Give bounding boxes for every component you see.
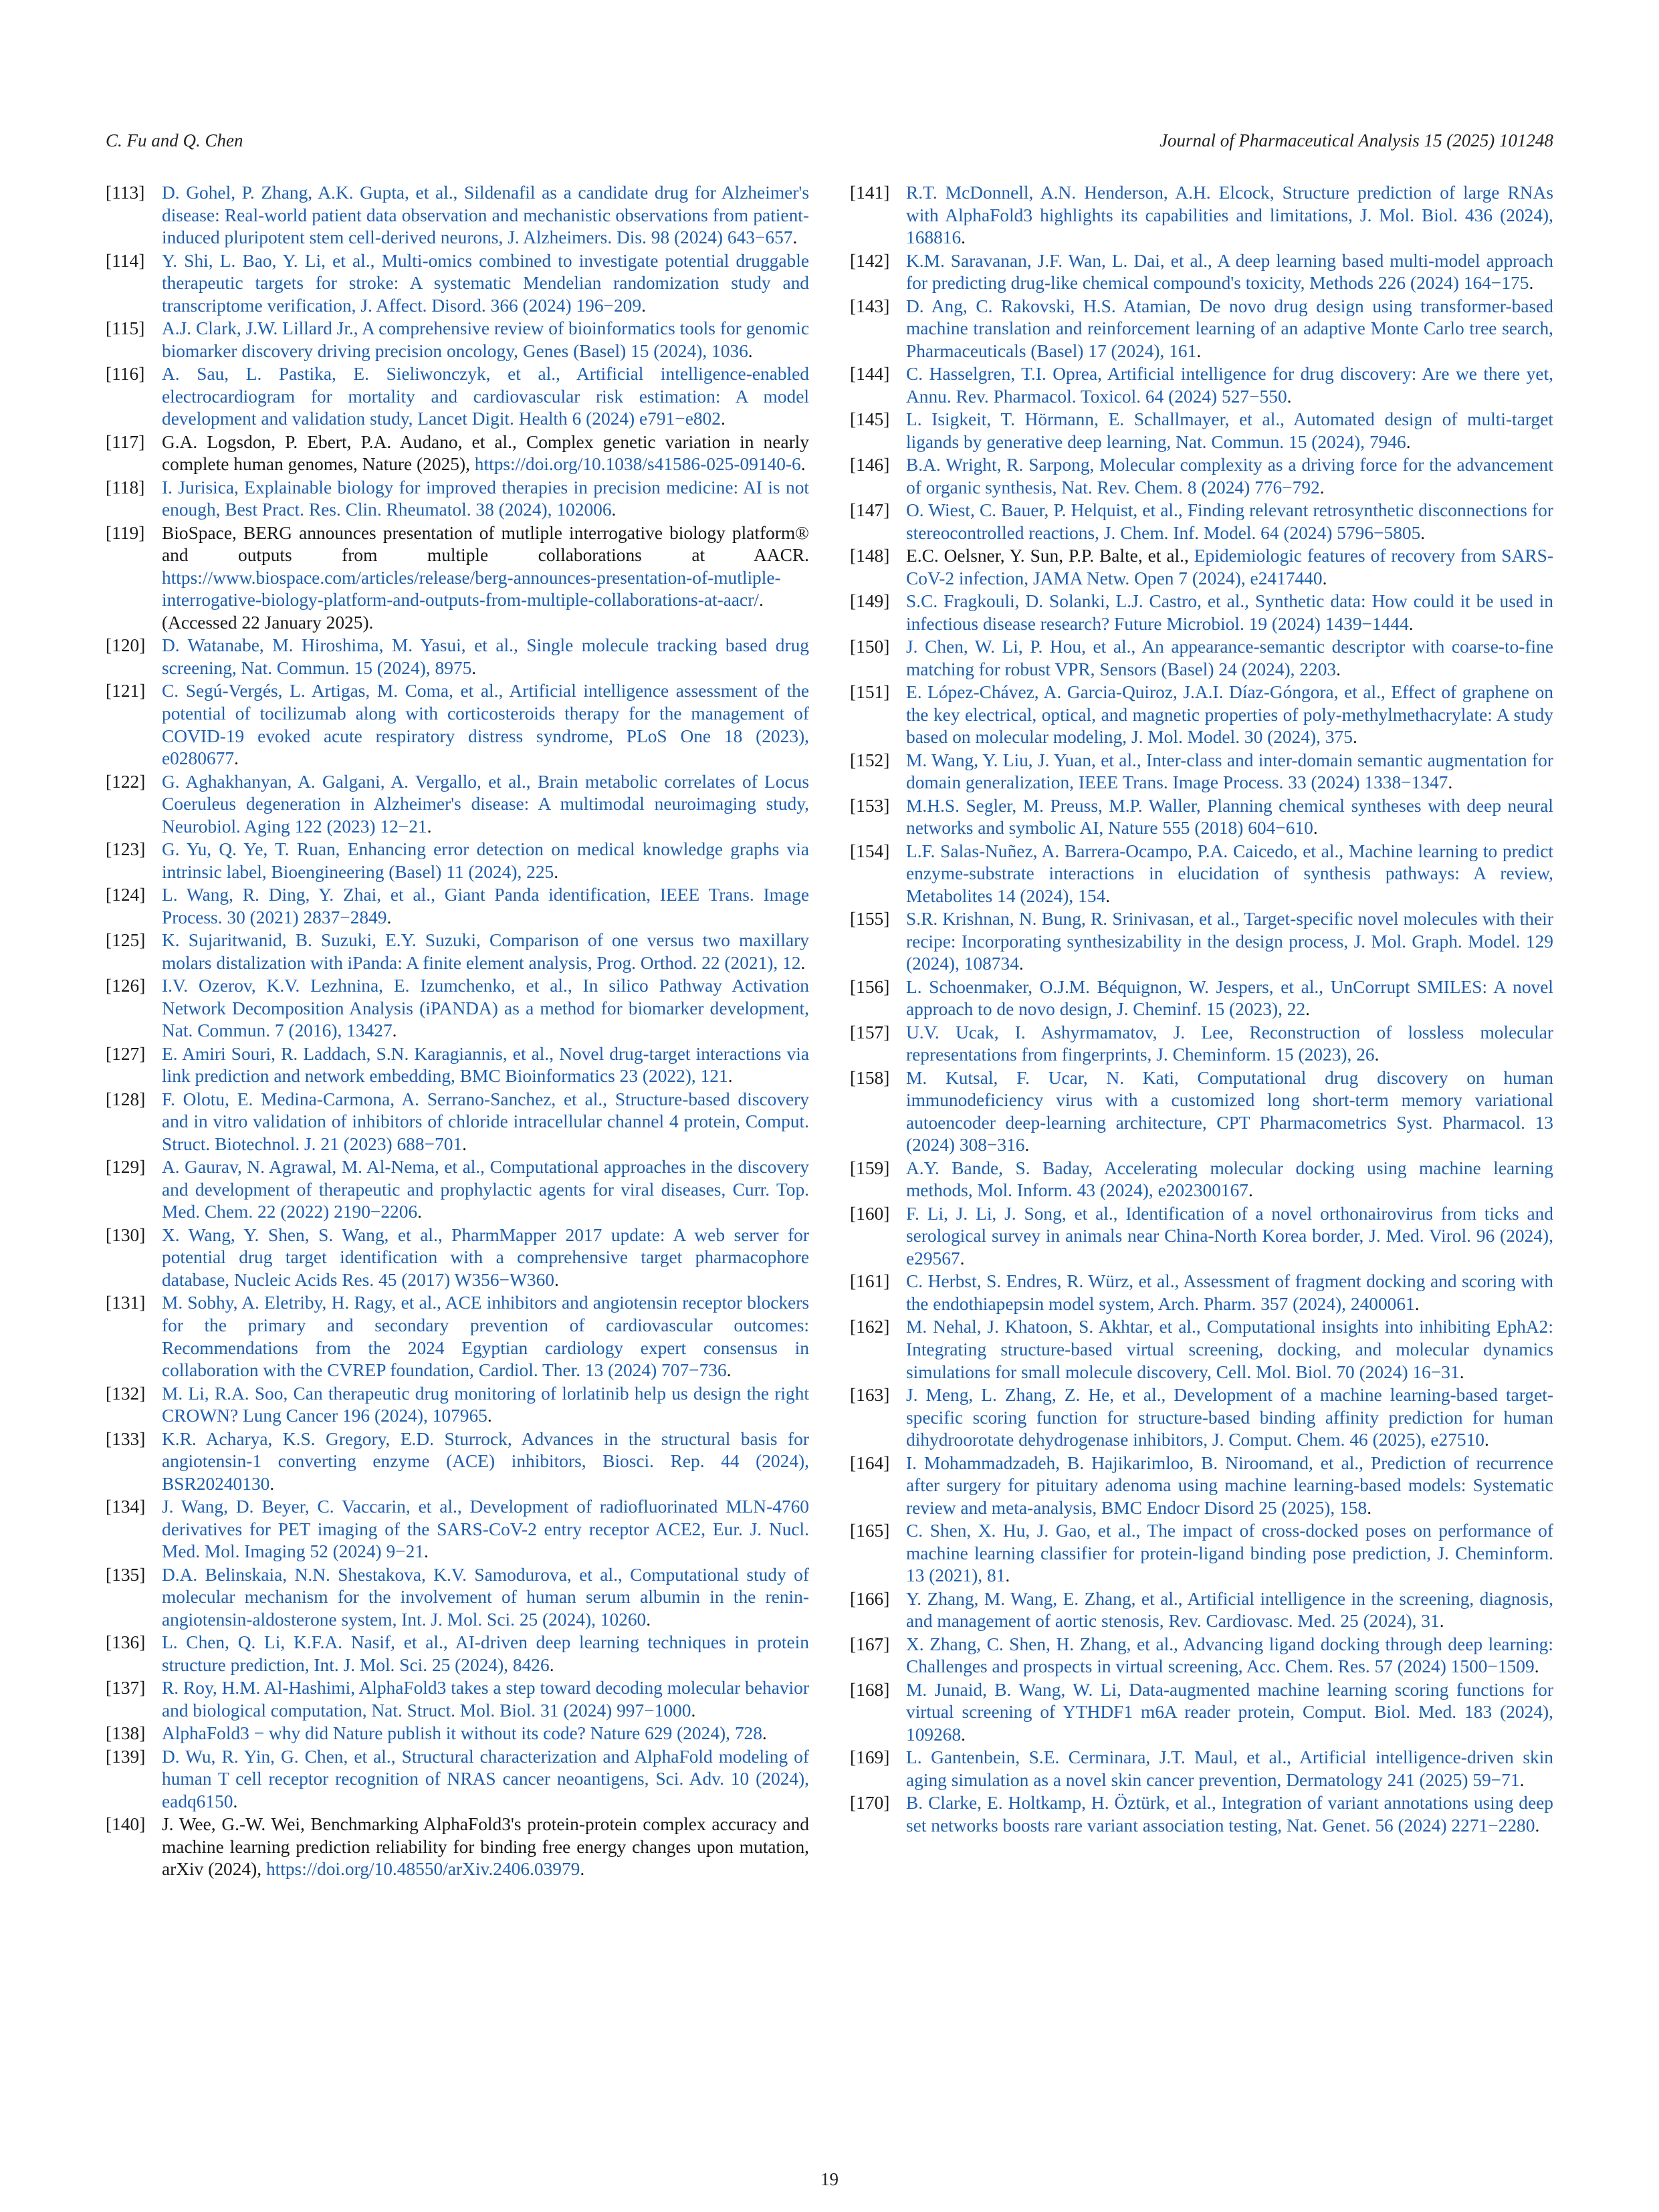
reference-link[interactable]: A.Y. Bande, S. Baday, Accelerating molecular docking using machine learning methods, Mol. Inform. 43 (2024), e202300167: [906, 1157, 1553, 1201]
reference-link[interactable]: X. Wang, Y. Shen, S. Wang, et al., PharmMapper 2017 update: A web server for potential drug target identification with a comprehensive target pharmacophore database, Nucleic Acids Res. 45 (2017) W356−W360: [162, 1224, 809, 1291]
reference-link[interactable]: https://doi.org/10.1038/s41586-025-09140-6: [474, 454, 801, 475]
reference-number: [119]: [106, 522, 145, 543]
reference-link[interactable]: L. Gantenbein, S.E. Cerminara, J.T. Maul, et al., Artificial intelligence-driven skin aging simulation as a novel skin cancer prevention, Dermatology 241 (2025) 59−71: [906, 1747, 1553, 1790]
reference-number: [125]: [106, 930, 146, 951]
reference-item: [850, 1452, 1553, 1520]
reference-number: [127]: [106, 1043, 146, 1064]
reference-tail: .: [1319, 477, 1325, 497]
reference-number: [151]: [850, 682, 890, 703]
reference-item: [850, 545, 1553, 590]
reference-number: [167]: [850, 1634, 890, 1654]
reference-tail: .: [417, 1202, 423, 1222]
reference-tail: .: [1287, 386, 1292, 407]
reference-item: [850, 1747, 1553, 1791]
reference-item: [850, 182, 1553, 249]
reference-tail: .: [1305, 999, 1311, 1020]
reference-text: BioSpace, BERG announces presentation of mutliple interrogative biology platform® and outputs from multiple collaborations at AACR.: [162, 522, 809, 566]
reference-item: [106, 1224, 809, 1292]
reference-tail: .: [1519, 1769, 1525, 1790]
reference-item: [850, 409, 1553, 453]
reference-item: [106, 1632, 809, 1676]
reference-link[interactable]: Y. Shi, L. Bao, Y. Li, et al., Multi-omics combined to investigate potential druggable therapeutic targets for stroke: A systematic Mendelian randomization study and transcriptome verification, J. Affect. Disord. 366 (2024) 196−209: [162, 250, 809, 316]
reference-item: [106, 635, 809, 679]
reference-item: [850, 1157, 1553, 1202]
reference-link[interactable]: F. Li, J. Li, J. Song, et al., Identification of a novel orthonairovirus from ticks and serological survey in animals near China-North Korea border, J. Med. Virol. 96 (2024), e29567: [906, 1203, 1553, 1269]
page-number: 19: [820, 2169, 839, 2189]
reference-tail: .: [487, 1406, 492, 1426]
reference-tail: .: [1414, 1294, 1420, 1315]
reference-link[interactable]: S.R. Krishnan, N. Bung, R. Srinivasan, et al., Target-specific novel molecules with their recipe: Incorporating synthesizability in the design process, J. Mol. Graph. Model. 129 (2024), 108734: [906, 909, 1553, 974]
running-header-authors: C. Fu and Q. Chen: [106, 130, 243, 150]
reference-link[interactable]: D. Ang, C. Rakovski, H.S. Atamian, De novo drug design using transformer-based machine translation and reinforcement learning of an adaptive Monte Carlo tree search, Pharmaceuticals (Basel) 17 (2024), 161: [906, 296, 1553, 361]
reference-item: [106, 318, 809, 362]
reference-item: [850, 250, 1553, 295]
reference-tail: .: [720, 409, 726, 429]
reference-number: [139]: [106, 1746, 146, 1767]
reference-number: [138]: [106, 1723, 146, 1744]
reference-tail: .: [691, 1700, 696, 1721]
reference-number: [157]: [850, 1022, 890, 1042]
reference-number: [160]: [850, 1203, 890, 1224]
reference-link[interactable]: G. Yu, Q. Ye, T. Ruan, Enhancing error detection on medical knowledge graphs via intrinsic label, Bioengineering (Basel) 11 (2024), 225: [162, 839, 809, 882]
reference-link[interactable]: C. Herbst, S. Endres, R. Würz, et al., Assessment of fragment docking and scoring with the endothiapepsin model system, Arch. Pharm. 357 (2024), 2400061: [906, 1271, 1553, 1315]
reference-link[interactable]: M. Sobhy, A. Eletriby, H. Ragy, et al., ACE inhibitors and angiotensin receptor blockers for the primary and secondary prevention of cardiovascular outcomes: Recommendations from the 2024 Egyptian cardiology expert consensus in collaboration with the CVREP foundation, Cardiol. Ther. 13 (2024) 707−736: [162, 1293, 809, 1381]
reference-item: [106, 1813, 809, 1881]
reference-tail: .: [748, 340, 753, 361]
reference-item: [850, 976, 1553, 1021]
reference-number: [148]: [850, 546, 890, 566]
reference-tail: .: [1535, 1815, 1540, 1836]
reference-item: [850, 1022, 1553, 1067]
reference-number: [155]: [850, 909, 890, 929]
reference-link[interactable]: G. Aghakhanyan, A. Galgani, A. Vergallo, et al., Brain metabolic correlates of Locus Coeruleus degeneration in Alzheimer's disease: A multimodal neuroimaging study, Neurobiol. Aging 122 (2023) 12−21: [162, 771, 809, 837]
reference-number: [163]: [850, 1385, 890, 1405]
reference-number: [129]: [106, 1157, 146, 1178]
reference-tail: .: [1024, 1135, 1030, 1155]
reference-link[interactable]: D. Wu, R. Yin, G. Chen, et al., Structural characterization and AlphaFold modeling of human T cell receptor recognition of NRAS cancer neoantigens, Sci. Adv. 10 (2024), eadq6150: [162, 1746, 809, 1811]
reference-number: [121]: [106, 681, 146, 701]
reference-number: [115]: [106, 318, 145, 339]
reference-item: [106, 839, 809, 883]
reference-number: [123]: [106, 839, 146, 860]
references-right-column: [850, 182, 1553, 1838]
reference-number: [136]: [106, 1632, 146, 1653]
reference-number: [168]: [850, 1679, 890, 1700]
reference-text: G.A. Logsdon, P. Ebert, P.A. Audano, et al., Complex genetic variation in nearly complete human genomes, Nature (2025),: [162, 431, 809, 475]
reference-number: [161]: [850, 1271, 890, 1292]
reference-number: [144]: [850, 364, 890, 384]
reference-item: [106, 1156, 809, 1224]
reference-link[interactable]: K.R. Acharya, K.S. Gregory, E.D. Sturrock, Advances in the structural basis for angiotensin-1 converting enzyme (ACE) inhibitors, Biosci. Rep. 44 (2024), BSR20240130: [162, 1428, 809, 1494]
reference-link[interactable]: F. Olotu, E. Medina-Carmona, A. Serrano-Sanchez, et al., Structure-based discovery and in vitro validation of inhibitors of chloride intracellular channel 4 protein, Comput. Struct. Biotechnol. J. 21 (2023) 688−701: [162, 1089, 809, 1154]
reference-number: [143]: [850, 296, 890, 316]
reference-number: [113]: [106, 183, 145, 203]
reference-item: [106, 1746, 809, 1813]
reference-number: [132]: [106, 1383, 146, 1404]
reference-link[interactable]: A. Gaurav, N. Agrawal, M. Al-Nema, et al., Computational approaches in the discovery and development of therapeutic and prophylactic agents for viral diseases, Curr. Top. Med. Chem. 22 (2022) 2190−2206: [162, 1157, 809, 1222]
reference-item: [106, 929, 809, 974]
reference-tail: .: [792, 227, 798, 248]
reference-item: [106, 1043, 809, 1088]
reference-number: [122]: [106, 771, 146, 792]
reference-number: [128]: [106, 1089, 146, 1109]
reference-number: [154]: [850, 841, 890, 861]
reference-link[interactable]: K. Sujaritwanid, B. Suzuki, E.Y. Suzuki, Comparison of one versus two maxillary molars distalization with iPanda: A finite element analysis, Prog. Orthod. 22 (2021), 12: [162, 930, 809, 973]
reference-link[interactable]: L. Wang, R. Ding, Y. Zhai, et al., Giant Panda identification, IEEE Trans. Image Process. 30 (2021) 2837−2849: [162, 885, 809, 927]
reference-link[interactable]: U.V. Ucak, I. Ashyrmamatov, J. Lee, Reconstruction of lossless molecular representations from fingerprints, J. Cheminform. 15 (2023), 26: [906, 1022, 1553, 1065]
reference-link[interactable]: https://doi.org/10.48550/arXiv.2406.03979: [265, 1859, 580, 1880]
reference-link[interactable]: Epidemiologic features of recovery from SARS-CoV-2 infection, JAMA Netw. Open 7 (2024), e2417440: [906, 546, 1553, 588]
reference-number: [114]: [106, 250, 145, 271]
reference-tail: .: [554, 1270, 559, 1291]
reference-tail: .: [427, 816, 432, 837]
reference-link[interactable]: L. Chen, Q. Li, K.F.A. Nasif, et al., AI-driven deep learning techniques in protein structure prediction, Int. J. Mol. Sci. 25 (2024), 8426: [162, 1632, 809, 1675]
reference-link[interactable]: M. Nehal, J. Khatoon, S. Akhtar, et al., Computational insights into inhibiting EphA2: Integrating structure-based virtual screening, docking, and molecular dynamics simulations for small molecule discovery, Cell. Mol. Biol. 70 (2024) 16−31: [906, 1317, 1553, 1382]
reference-link[interactable]: D. Gohel, P. Zhang, A.K. Gupta, et al., Sildenafil as a candidate drug for Alzheimer's disease: Real-world patient data observation and mechanistic observations from patient-induced pluripotent stem cell-derived neurons, J. Alzheimers. Dis. 98 (2024) 643−657: [162, 183, 809, 248]
reference-item: [106, 477, 809, 522]
reference-tail: .: [961, 227, 966, 248]
reference-link[interactable]: E. Amiri Souri, R. Laddach, S.N. Karagiannis, et al., Novel drug-target interactions via link prediction and network embedding, BMC Bioinformatics 23 (2022), 121: [162, 1043, 809, 1087]
reference-text: J. Wee, G.-W. Wei, Benchmarking AlphaFold3's protein-protein complex accuracy and machine learning prediction reliability for binding free energy changes upon mutation, arXiv (2024),: [162, 1814, 809, 1880]
reference-tail: .: [386, 907, 392, 927]
reference-link[interactable]: D.A. Belinskaia, N.N. Shestakova, K.V. Samodurova, et al., Computational study of molecular mechanism for the involvement of human serum albumin in the renin-angiotensin-aldosterone system, Int. J. Mol. Sci. 25 (2024), 10260: [162, 1564, 809, 1630]
reference-tail: .: [1448, 772, 1453, 793]
reference-number: [120]: [106, 635, 146, 656]
reference-tail: .: [728, 1066, 733, 1087]
reference-item: [106, 1383, 809, 1428]
reference-item: [850, 1634, 1553, 1678]
reference-number: [158]: [850, 1067, 890, 1088]
reference-tail: .: [1005, 1565, 1010, 1586]
reference-number: [166]: [850, 1588, 890, 1609]
reference-item: [106, 1496, 809, 1563]
reference-item: [106, 1428, 809, 1496]
reference-item: [106, 1292, 809, 1381]
reference-number: [149]: [850, 591, 890, 612]
reference-tail: .: [1352, 727, 1357, 748]
reference-number: [153]: [850, 795, 890, 816]
reference-tail: .: [960, 1248, 965, 1269]
reference-item: [850, 363, 1553, 408]
reference-link[interactable]: O. Wiest, C. Bauer, P. Helquist, et al., Finding relevant retrosynthetic disconnections for stereocontrolled reactions, J. Chem. Inf. Model. 64 (2024) 5796−5805: [906, 500, 1553, 543]
reference-item: [106, 182, 809, 249]
reference-link[interactable]: Y. Zhang, M. Wang, E. Zhang, et al., Artificial intelligence in the screening, diagnosis, and management of aortic stenosis, Rev. Cardiovasc. Med. 25 (2024), 31: [906, 1588, 1553, 1632]
reference-tail: .: [1367, 1497, 1372, 1518]
reference-tail: .: [1439, 1611, 1444, 1632]
reference-link[interactable]: I.V. Ozerov, K.V. Lezhnina, E. Izumchenko, et al., In silico Pathway Activation Network Decomposition Analysis (iPANDA) as a method for biomarker development, Nat. Commun. 7 (2016), 13427: [162, 976, 809, 1041]
reference-tail: . (Accessed 22 January 2025).: [162, 590, 764, 633]
reference-link[interactable]: I. Jurisica, Explainable biology for improved therapies in precision medicine: AI is not enough, Best Pract. Res. Clin. Rheumatol. 38 (2024), 102006: [162, 477, 809, 520]
reference-item: [106, 884, 809, 929]
reference-link[interactable]: X. Zhang, C. Shen, H. Zhang, et al., Advancing ligand docking through deep learning: Challenges and prospects in virtual screening, Acc. Chem. Res. 57 (2024) 1500−1509: [906, 1634, 1553, 1677]
reference-text: E.C. Oelsner, Y. Sun, P.P. Balte, et al.,: [906, 546, 1194, 566]
reference-item: [106, 680, 809, 770]
reference-item: [850, 1520, 1553, 1587]
reference-item: [850, 1792, 1553, 1837]
reference-number: [146]: [850, 455, 890, 475]
reference-number: [170]: [850, 1793, 890, 1813]
reference-tail: .: [1484, 1430, 1489, 1450]
reference-link[interactable]: J. Meng, L. Zhang, Z. He, et al., Development of a machine learning-based target-specific scoring function for structure-based binding affinity prediction for human dihydroorotate dehydrogenase inhibitors, J. Comput. Chem. 46 (2025), e27510: [906, 1385, 1553, 1450]
reference-item: [106, 363, 809, 431]
reference-number: [118]: [106, 477, 145, 497]
references-left-column: [106, 182, 809, 1882]
reference-tail: .: [800, 952, 806, 973]
reference-link[interactable]: M. Junaid, B. Wang, W. Li, Data-augmented machine learning scoring functions for virtual screening of YTHDF1 m6A reader protein, Comput. Biol. Med. 183 (2024), 109268: [906, 1679, 1553, 1745]
reference-link[interactable]: AlphaFold3 − why did Nature publish it without its code? Nature 629 (2024), 728: [162, 1723, 762, 1744]
reference-tail: .: [762, 1723, 767, 1744]
reference-number: [137]: [106, 1678, 146, 1698]
reference-item: [850, 500, 1553, 544]
reference-tail: .: [392, 1020, 397, 1041]
reference-item: [850, 1270, 1553, 1315]
reference-item: [850, 454, 1553, 499]
reference-tail: .: [1408, 613, 1414, 634]
reference-number: [116]: [106, 364, 145, 384]
reference-number: [142]: [850, 250, 890, 271]
reference-link[interactable]: C. Segú-Vergés, L. Artigas, M. Coma, et al., Artificial intelligence assessment of the potential of tocilizumab along with corticosteroids therapy for the management of COVID-19 evoked acute respiratory distress syndrome, PLoS One 18 (2023), e0280677: [162, 681, 809, 769]
reference-link[interactable]: K.M. Saravanan, J.F. Wan, L. Dai, et al., A deep learning based multi-model approach for predicting drug-like chemical compound's toxicity, Methods 226 (2024) 164−175: [906, 250, 1553, 294]
reference-tail: .: [1406, 431, 1411, 452]
reference-link[interactable]: L.F. Salas-Nuñez, A. Barrera-Ocampo, P.A. Caicedo, et al., Machine learning to predict enzyme-substrate interactions in elucidation of synthesis pathways: A review, Metabolites 14 (2024), 154: [906, 841, 1553, 906]
reference-number: [141]: [850, 183, 890, 203]
reference-tail: .: [641, 295, 646, 316]
reference-item: [106, 431, 809, 476]
reference-tail: .: [726, 1360, 732, 1381]
reference-link[interactable]: J. Wang, D. Beyer, C. Vaccarin, et al., Development of radiofluorinated MLN-4760 derivatives for PET imaging of the SARS-CoV-2 entry receptor ACE2, Eur. J. Nucl. Med. Mol. Imaging 52 (2024) 9−21: [162, 1497, 809, 1562]
reference-link[interactable]: B. Clarke, E. Holtkamp, H. Öztürk, et al., Integration of variant annotations using deep set networks boosts rare variant association testing, Nat. Genet. 56 (2024) 2271−2280: [906, 1793, 1553, 1836]
reference-link[interactable]: https://www.biospace.com/articles/release/berg-announces-presentation-of-mutliple-interrogative-biology-platform-and-outputs-from-multiple-collaborations-at-aacr/: [162, 567, 781, 611]
reference-link[interactable]: S.C. Fragkouli, D. Solanki, L.J. Castro, et al., Synthetic data: How could it be used in infectious disease research? Future Microbiol. 19 (2024) 1439−1444: [906, 591, 1553, 634]
reference-tail: .: [1420, 522, 1426, 543]
running-header-journal: Journal of Pharmaceutical Analysis 15 (2025) 101248: [1159, 130, 1553, 150]
reference-number: [124]: [106, 885, 146, 905]
reference-tail: .: [1534, 1656, 1539, 1677]
reference-number: [140]: [106, 1814, 146, 1835]
reference-link[interactable]: R. Roy, H.M. Al-Hashimi, AlphaFold3 takes a step toward decoding molecular behavior and biological computation, Nat. Struct. Mol. Biol. 31 (2024) 997−1000: [162, 1678, 809, 1721]
reference-tail: .: [462, 1133, 467, 1154]
reference-item: [850, 795, 1553, 840]
reference-item: [850, 1679, 1553, 1747]
reference-number: [165]: [850, 1521, 890, 1541]
reference-tail: .: [1529, 273, 1534, 294]
reference-link[interactable]: L. Isigkeit, T. Hörmann, E. Schallmayer, et al., Automated design of multi-target ligands by generative deep learning, Nat. Commun. 15 (2024), 7946: [906, 409, 1553, 452]
reference-tail: .: [1248, 1180, 1253, 1201]
reference-item: [106, 1089, 809, 1156]
reference-number: [152]: [850, 750, 890, 770]
reference-number: [135]: [106, 1564, 146, 1585]
reference-item: [850, 1067, 1553, 1157]
reference-tail: .: [1196, 340, 1202, 361]
reference-item: [106, 975, 809, 1042]
reference-link[interactable]: A. Sau, L. Pastika, E. Sieliwonczyk, et al., Artificial intelligence-enabled electrocardiogram for mortality and cardiovascular risk estimation: A model development and validation study, Lancet Digit. Health 6 (2024) e791−e802: [162, 364, 809, 429]
reference-link[interactable]: E. López-Chávez, A. Garcia-Quiroz, J.A.I. Díaz-Góngora, et al., Effect of graphene on the key electrical, optical, and magnetic properties of poly-methylmethacrylate: A study based on molecular modeling, J. Mol. Model. 30 (2024), 375: [906, 682, 1553, 748]
reference-link[interactable]: R.T. McDonnell, A.N. Henderson, A.H. Elcock, Structure prediction of large RNAs with AlphaFold3 highlights its capabilities and limitations, J. Mol. Biol. 436 (2024), 168816: [906, 183, 1553, 248]
reference-tail: .: [1459, 1361, 1464, 1382]
reference-tail: .: [1336, 659, 1341, 679]
reference-item: [850, 1384, 1553, 1452]
reference-number: [156]: [850, 976, 890, 997]
reference-number: [134]: [106, 1497, 146, 1517]
reference-link[interactable]: M. Li, R.A. Soo, Can therapeutic drug monitoring of lorlatinib help us design the right CROWN? Lung Cancer 196 (2024), 107965: [162, 1383, 809, 1426]
reference-tail: .: [611, 500, 617, 520]
reference-number: [150]: [850, 637, 890, 657]
reference-tail: .: [269, 1473, 275, 1494]
reference-link[interactable]: A.J. Clark, J.W. Lillard Jr., A comprehensive review of bioinformatics tools for genomic biomarker discovery driving precision oncology, Genes (Basel) 15 (2024), 1036: [162, 318, 809, 361]
reference-link[interactable]: D. Watanabe, M. Hiroshima, M. Yasui, et al., Single molecule tracking based drug screening, Nat. Commun. 15 (2024), 8975: [162, 635, 809, 679]
reference-link[interactable]: L. Schoenmaker, O.J.M. Béquignon, W. Jespers, et al., UnCorrupt SMILES: A novel approach to de novo design, J. Cheminf. 15 (2023), 22: [906, 976, 1553, 1020]
reference-item: [850, 1588, 1553, 1633]
reference-number: [117]: [106, 431, 145, 452]
reference-tail: .: [646, 1609, 651, 1630]
reference-number: [147]: [850, 500, 890, 521]
reference-tail: .: [800, 454, 806, 475]
reference-tail: .: [1374, 1044, 1379, 1065]
reference-tail: .: [1105, 885, 1111, 906]
reference-item: [850, 636, 1553, 681]
reference-tail: .: [233, 1791, 238, 1811]
reference-item: [850, 750, 1553, 794]
reference-number: [130]: [106, 1224, 146, 1245]
reference-item: [850, 1316, 1553, 1384]
reference-tail: .: [234, 748, 239, 769]
reference-number: [131]: [106, 1293, 146, 1313]
reference-number: [126]: [106, 976, 146, 996]
reference-number: [145]: [850, 409, 890, 430]
reference-link[interactable]: M.H.S. Segler, M. Preuss, M.P. Waller, Planning chemical syntheses with deep neural networks and symbolic AI, Nature 555 (2018) 604−610: [906, 795, 1553, 839]
reference-tail: .: [1018, 954, 1024, 974]
reference-item: [106, 771, 809, 839]
reference-number: [169]: [850, 1747, 890, 1768]
reference-tail: .: [580, 1859, 585, 1880]
reference-tail: .: [1313, 818, 1318, 839]
reference-item: [106, 522, 809, 635]
reference-tail: .: [549, 1654, 554, 1675]
reference-item: [850, 908, 1553, 976]
reference-tail: .: [424, 1541, 429, 1562]
reference-item: [106, 250, 809, 318]
reference-item: [850, 841, 1553, 908]
reference-tail: .: [961, 1724, 966, 1745]
reference-link[interactable]: I. Mohammadzadeh, B. Hajikarimloo, B. Niroomand, et al., Prediction of recurrence after surgery for pituitary adenoma using machine learning-based models: Systematic review and meta-analysis, BMC Endocr Disord 25 (2025), 158: [906, 1452, 1553, 1518]
reference-item: [850, 296, 1553, 363]
reference-link[interactable]: C. Shen, X. Hu, J. Gao, et al., The impact of cross-docked poses on performance of machine learning classifier for protein-ligand binding pose prediction, J. Cheminform. 13 (2021), 81: [906, 1521, 1553, 1586]
reference-item: [850, 681, 1553, 749]
reference-tail: .: [554, 861, 559, 882]
reference-item: [850, 590, 1553, 635]
reference-item: [106, 1564, 809, 1632]
reference-link[interactable]: M. Wang, Y. Liu, J. Yuan, et al., Inter-class and inter-domain semantic augmentation for domain generalization, IEEE Trans. Image Process. 33 (2024) 1338−1347: [906, 750, 1553, 793]
reference-item: [106, 1723, 809, 1745]
reference-item: [106, 1677, 809, 1722]
reference-number: [164]: [850, 1452, 890, 1473]
reference-tail: .: [471, 658, 477, 679]
reference-number: [133]: [106, 1428, 146, 1449]
reference-number: [159]: [850, 1157, 890, 1178]
reference-link[interactable]: M. Kutsal, F. Ucar, N. Kati, Computational drug discovery on human immunodeficiency virus with a customized long short-term memory variational autoencoder deep-learning architecture, CPT Pharmacometrics Syst. Pharmacol. 13 (2024) 308−316: [906, 1067, 1553, 1155]
reference-item: [850, 1203, 1553, 1270]
reference-link[interactable]: J. Chen, W. Li, P. Hou, et al., An appearance-semantic descriptor with coarse-to-fine matching for robust VPR, Sensors (Basel) 24 (2024), 2203: [906, 637, 1553, 679]
reference-tail: .: [1322, 568, 1327, 588]
reference-link[interactable]: C. Hasselgren, T.I. Oprea, Artificial intelligence for drug discovery: Are we there yet, Annu. Rev. Pharmacol. Toxicol. 64 (2024) 527−550: [906, 364, 1553, 407]
reference-link[interactable]: B.A. Wright, R. Sarpong, Molecular complexity as a driving force for the advancement of organic synthesis, Nat. Rev. Chem. 8 (2024) 776−792: [906, 455, 1553, 497]
reference-number: [162]: [850, 1317, 890, 1337]
